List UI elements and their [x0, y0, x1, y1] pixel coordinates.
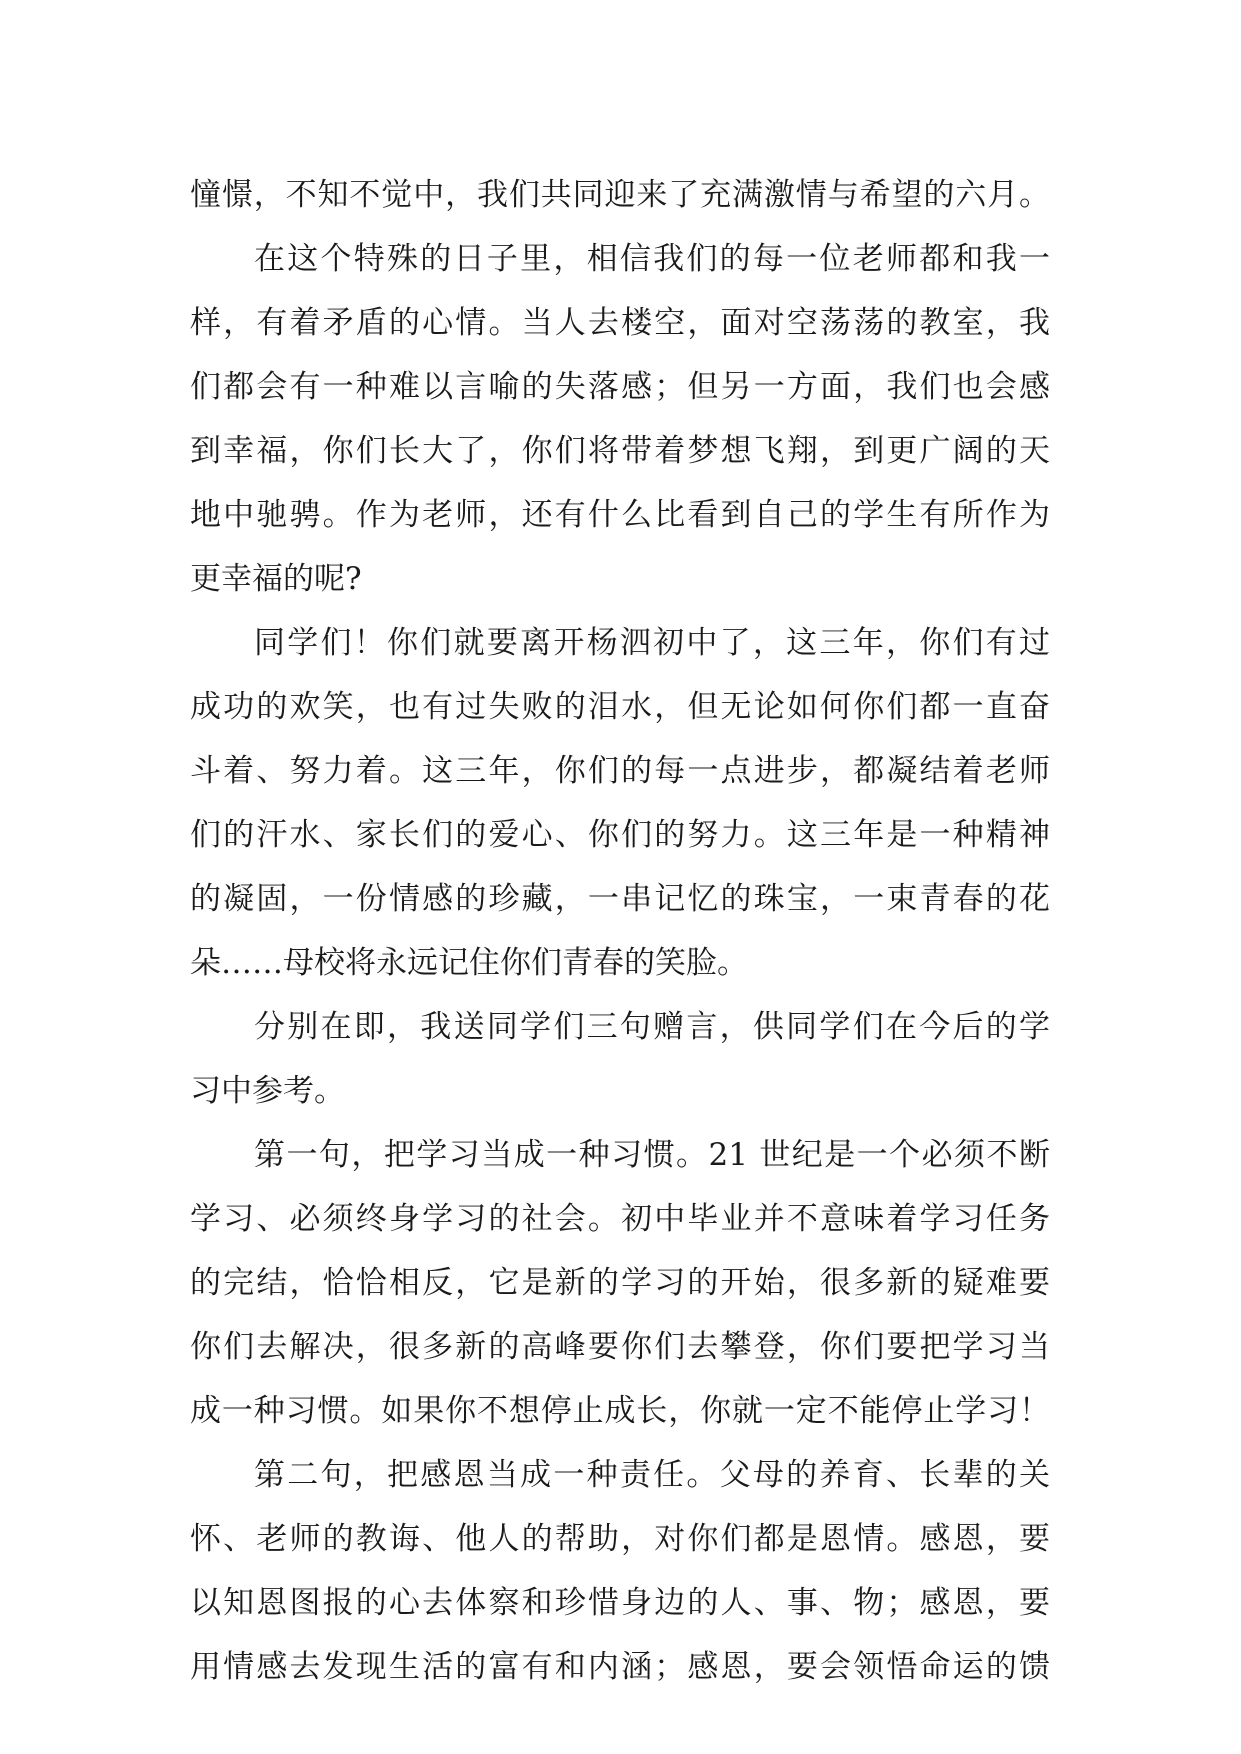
text-line: 们都会有一种难以言喻的失落感；但另一方面，我们也会感 [190, 369, 1050, 405]
paragraph-start-line: 第二句，把感恩当成一种责任。父母的养育、长辈的关 [254, 1457, 1050, 1493]
paragraph-start-line: 同学们！你们就要离开杨泗初中了，这三年，你们有过 [254, 625, 1050, 661]
text-line: 用情感去发现生活的富有和内涵；感恩，要会领悟命运的馈 [190, 1649, 1050, 1685]
text-line: 怀、老师的教诲、他人的帮助，对你们都是恩情。感恩，要 [190, 1521, 1050, 1557]
text-line: 你们去解决，很多新的高峰要你们去攀登，你们要把学习当 [190, 1329, 1050, 1365]
paragraph-end-line: 成一种习惯。如果你不想停止成长，你就一定不能停止学习！ [190, 1393, 1050, 1429]
paragraph-start-line: 在这个特殊的日子里，相信我们的每一位老师都和我一 [254, 241, 1050, 277]
text-line: 地中驰骋。作为老师，还有什么比看到自己的学生有所作为 [190, 497, 1050, 533]
text-line: 们的汗水、家长们的爱心、你们的努力。这三年是一种精神 [190, 817, 1050, 853]
text-line: 成功的欢笑，也有过失败的泪水，但无论如何你们都一直奋 [190, 689, 1050, 725]
paragraph-start-line: 分别在即，我送同学们三句赠言，供同学们在今后的学 [254, 1009, 1050, 1045]
text-line: 憧憬，不知不觉中，我们共同迎来了充满激情与希望的六月。 [190, 177, 1050, 213]
text-line: 以知恩图报的心去体察和珍惜身边的人、事、物；感恩，要 [190, 1585, 1050, 1621]
text-line: 的完结，恰恰相反，它是新的学习的开始，很多新的疑难要 [190, 1265, 1050, 1301]
paragraph-start-line: 第一句，把学习当成一种习惯。21 世纪是一个必须不断 [254, 1137, 1050, 1173]
paragraph-end-line: 朵……母校将永远记住你们青春的笑脸。 [190, 945, 748, 981]
text-line: 的凝固，一份情感的珍藏，一串记忆的珠宝，一束青春的花 [190, 881, 1050, 917]
text-line: 学习、必须终身学习的社会。初中毕业并不意味着学习任务 [190, 1201, 1050, 1237]
paragraph-end-line: 习中参考。 [190, 1073, 345, 1109]
body-text [190, 163, 1050, 1699]
text-line: 到幸福，你们长大了，你们将带着梦想飞翔，到更广阔的天 [190, 433, 1050, 469]
paragraph-end-line: 更幸福的呢? [190, 561, 362, 597]
text-line: 斗着、努力着。这三年，你们的每一点进步，都凝结着老师 [190, 753, 1050, 789]
text-line: 样，有着矛盾的心情。当人去楼空，面对空荡荡的教室，我 [190, 305, 1050, 341]
